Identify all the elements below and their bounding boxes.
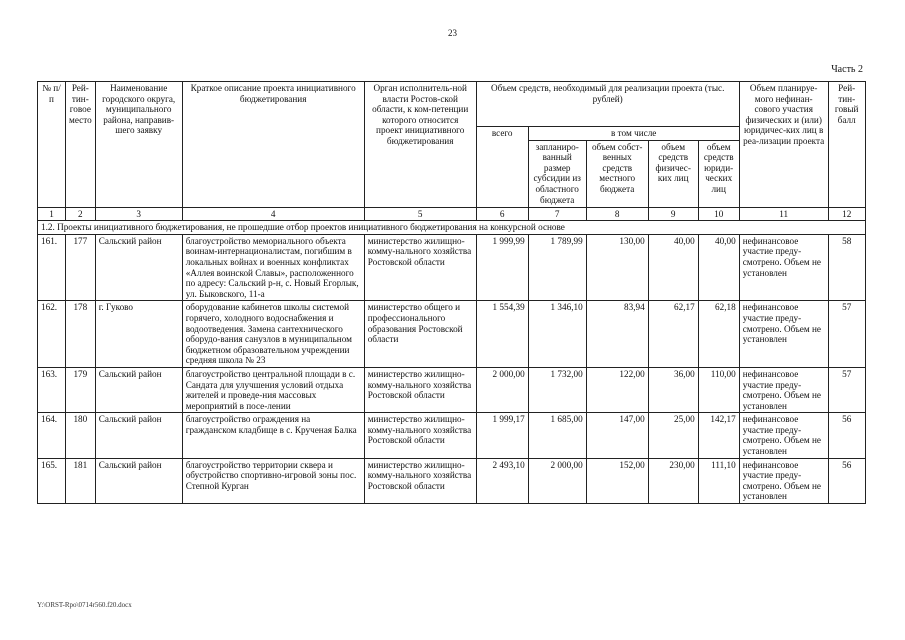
table-row [38,413,866,458]
row-place: 180 [66,413,96,458]
row-place: 181 [66,458,96,503]
row-subsidy: 1 346,10 [528,301,586,368]
row-local: 147,00 [586,413,648,458]
row-authority: министерство жилищно-комму-нального хозяйства Ростовской области [364,458,476,503]
column-number: 8 [586,207,648,221]
section-title: 1.2. Проекты инициативного бюджетирования, не прошедшие отбор проектов инициативного бюджетирования на конкурсной основе [38,221,866,235]
row-legal: 62,18 [698,301,739,368]
row-non-financial: нефинансовое участие преду-смотрено. Объем не установлен [739,413,828,458]
header-local-budget: объем собст-венных средств местного бюджета [586,140,648,207]
row-score: 58 [828,234,865,301]
row-non-financial: нефинансовое участие преду-смотрено. Объем не установлен [739,458,828,503]
footer-file-path: Y:\ORST-Rpo\0714r560.f20.docx [37,601,132,609]
page-number: 23 [448,28,457,38]
part-label: Часть 2 [831,64,863,75]
row-no: 162. [38,301,66,368]
row-subsidy: 1 789,99 [528,234,586,301]
row-individuals: 62,17 [648,301,698,368]
row-description: благоустройство территории сквера и обустройство спортивно-игровой зоны пос. Степной Курган [182,458,364,503]
header-description: Краткое описание проекта инициативного бюджетирования [182,82,364,208]
row-description: оборудование кабинетов школы системой горячего, холодного водоснабжения и водоотведения. Замена сантехнического оборудо-вания санузлов в муниципальном бюджетном образовательном учреждении средняя школа № 23 [182,301,364,368]
row-municipality: г. Гуково [95,301,182,368]
section-row [38,221,866,235]
column-number: 1 [38,207,66,221]
column-number: 3 [95,207,182,221]
row-place: 179 [66,367,96,412]
header-authority: Орган исполнитель-ной власти Ростов-ской области, к ком-петенции которого относится проект инициативного бюджетирования [364,82,476,208]
row-subsidy: 2 000,00 [528,458,586,503]
column-number: 5 [364,207,476,221]
row-individuals: 25,00 [648,413,698,458]
header-including: в том числе [528,127,739,141]
row-legal: 142,17 [698,413,739,458]
row-description: благоустройство центральной площади в с. Сандата для улучшения условий отдыха жителей и проведе-ния массовых мероприятий в посе-лении [182,367,364,412]
row-total: 2 493,10 [476,458,528,503]
row-individuals: 230,00 [648,458,698,503]
row-authority: министерство общего и профессионального образования Ростовской области [364,301,476,368]
header-total: всего [476,127,528,208]
row-total: 1 554,39 [476,301,528,368]
header-row-1 [38,82,866,127]
row-score: 56 [828,458,865,503]
header-score: Рей-тин-говый балл [828,82,865,208]
column-number: 2 [66,207,96,221]
row-no: 165. [38,458,66,503]
row-authority: министерство жилищно-комму-нального хозяйства Ростовской области [364,367,476,412]
column-number: 9 [648,207,698,221]
header-funds: Объем средств, необходимый для реализации проекта (тыс. рублей) [476,82,739,127]
header-no: № п/п [38,82,66,208]
row-legal: 40,00 [698,234,739,301]
row-description: благоустройство мемориального объекта воинам-интернационалистам, погибшим в локальных войнах и военных конфликтах «Аллея воинской Славы», расположенного по адресу: Сальский р-н, с. Новый Егорлык, ул. Быковского, 11-а [182,234,364,301]
row-individuals: 36,00 [648,367,698,412]
column-number: 10 [698,207,739,221]
column-number: 7 [528,207,586,221]
header-planned-subsidy: запланиро-ванный размер субсидии из областного бюджета [528,140,586,207]
table-row [38,234,866,301]
row-local: 122,00 [586,367,648,412]
row-place: 177 [66,234,96,301]
row-score: 57 [828,301,865,368]
row-legal: 111,10 [698,458,739,503]
column-number: 4 [182,207,364,221]
table-row [38,367,866,412]
row-no: 163. [38,367,66,412]
row-no: 161. [38,234,66,301]
row-legal: 110,00 [698,367,739,412]
header-non-financial: Объем планируе-мого нефинан-сового участия физических и (или) юридичес-ких лиц в реа-лизации проекта [739,82,828,208]
row-total: 1 999,17 [476,413,528,458]
row-total: 1 999,99 [476,234,528,301]
row-municipality: Сальский район [95,458,182,503]
column-number-row [38,207,866,221]
header-individuals: объем средств физичес-ких лиц [648,140,698,207]
row-municipality: Сальский район [95,367,182,412]
projects-table [37,81,866,504]
row-no: 164. [38,413,66,458]
row-place: 178 [66,301,96,368]
column-number: 11 [739,207,828,221]
row-municipality: Сальский район [95,413,182,458]
row-authority: министерство жилищно-комму-нального хозяйства Ростовской области [364,413,476,458]
header-municipality: Наименование городского округа, муниципального района, направив-шего заявку [95,82,182,208]
row-local: 130,00 [586,234,648,301]
header-legal-entities: объем средств юриди-ческих лиц [698,140,739,207]
row-individuals: 40,00 [648,234,698,301]
column-number: 6 [476,207,528,221]
table-row [38,458,866,503]
row-score: 56 [828,413,865,458]
row-non-financial: нефинансовое участие преду-смотрено. Объем не установлен [739,367,828,412]
row-description: благоустройство ограждения на гражданском кладбище в с. Крученая Балка [182,413,364,458]
row-authority: министерство жилищно-комму-нального хозяйства Ростовской области [364,234,476,301]
row-non-financial: нефинансовое участие преду-смотрено. Объем не установлен [739,301,828,368]
row-total: 2 000,00 [476,367,528,412]
row-municipality: Сальский район [95,234,182,301]
header-rating-place: Рей-тин-говое место [66,82,96,208]
table-row [38,301,866,368]
row-local: 83,94 [586,301,648,368]
row-subsidy: 1 732,00 [528,367,586,412]
column-number: 12 [828,207,865,221]
row-non-financial: нефинансовое участие преду-смотрено. Объем не установлен [739,234,828,301]
row-score: 57 [828,367,865,412]
row-subsidy: 1 685,00 [528,413,586,458]
row-local: 152,00 [586,458,648,503]
